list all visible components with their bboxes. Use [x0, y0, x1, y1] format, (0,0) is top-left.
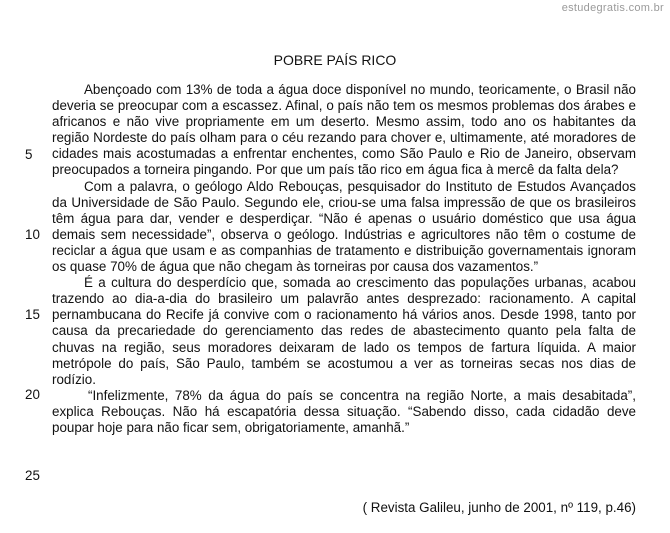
watermark: estudegratis.com.br — [561, 2, 664, 14]
source-citation: ( Revista Galileu, junho de 2001, nº 119, p.46) — [362, 500, 636, 515]
line-number-20: 20 — [25, 387, 40, 402]
page-title: POBRE PAÍS RICO — [273, 52, 397, 68]
paragraph-4: “Infelizmente, 78% da água do país se concentra na região Norte, a mais desabitada”, explica Rebouças. Não há escapatória dessa situação. “Sabendo disso, cada cidadão deve poupar hoje para não ficar sem, obrigatoriamente, amanhã.” — [52, 387, 636, 435]
line-number-15: 15 — [25, 307, 40, 322]
line-number-25: 25 — [25, 468, 40, 483]
paragraph-3: É a cultura do desperdício que, somada ao crescimento das populações urbanas, acabou trazendo ao dia-a-dia do brasileiro um palavrão antes desprezado: racionamento. A capital pernambucana do Recife já convive com o racionamento há vários anos. Desde 1998, tanto por causa da precariedade do gerenciamento das redes de abastecimento quanto pela falta de chuvas na região, seus moradores deixaram de lado os tempos de fartura líquida. A maior metrópole do país, São Paulo, também se acostumou a ver as torneiras secas nos dias de rodízio. — [52, 275, 636, 387]
article-body — [52, 82, 636, 436]
line-number-10: 10 — [25, 227, 40, 242]
line-number-5: 5 — [25, 147, 33, 162]
paragraph-2: Com a palavra, o geólogo Aldo Rebouças, pesquisador do Instituto de Estudos Avançados da Universidade de São Paulo. Segundo ele, criou-se uma falsa impressão de que os brasileiros têm água para dar, vender e desperdiçar. “Não é apenas o usuário doméstico que usa água demais sem necessidade”, observa o geólogo. Indústrias e agricultores não têm o costume de reciclar a água que usam e as companhias de tratamento e distribuição governamentais ignoram os quase 70% de água que não chegam às torneiras por causa dos vazamentos.” — [52, 178, 636, 275]
paragraph-1: Abençoado com 13% de toda a água doce disponível no mundo, teoricamente, o Brasil não deveria se preocupar com a escassez. Afinal, o país não tem os mesmos problemas dos árabes e africanos e não vive propriamente em um deserto. Mesmo assim, todo ano os habitantes da região Nordeste do país olham para o céu rezando para chover e, ultimamente, até moradores de cidades mais acostumadas a enfrentar enchentes, como São Paulo e Rio de Janeiro, observam preocupados a torneira pingando. Por que um país tão rico em água fica à mercê da falta dela? — [52, 82, 636, 178]
